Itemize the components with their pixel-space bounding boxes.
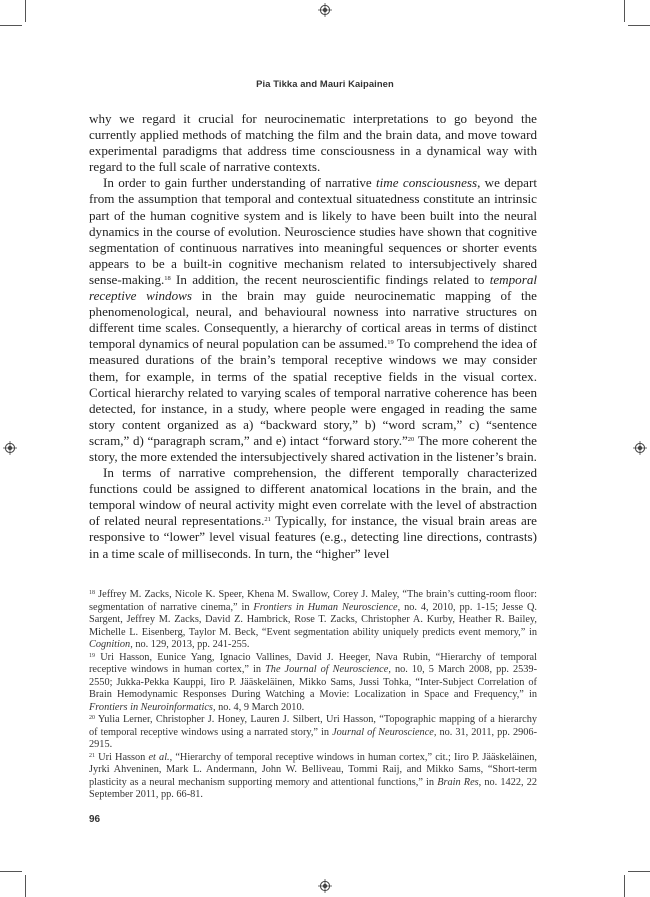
text-run: The more coherent the story, the more extended the intersubjectively shared activation in the listener’s brain.: [89, 432, 537, 464]
footnote-ref-18[interactable]: 18: [164, 274, 171, 282]
text-run: Jeffrey M. Zacks, Nicole K. Speer, Khena M. Swallow, Corey J. Maley, “The brain’s cutting-room floor: segmentation of narrative cinema,” in: [89, 589, 537, 613]
emphasis: temporal receptive windows: [89, 271, 537, 304]
emphasis: et al.: [148, 751, 170, 763]
footnote-19: [89, 652, 537, 715]
crop-mark-top-left-vertical: [25, 0, 26, 22]
text-run: In terms of narrative comprehension, the different temporally characterized functions could be assigned to different anatomical locations in the brain, and the temporal window of neural activity might even correlate with the level of abstraction of related neural representations.: [89, 465, 537, 529]
crop-mark-bottom-right-horizontal: [628, 871, 650, 872]
footnote-ref-20[interactable]: 20: [407, 435, 415, 443]
registration-mark-top-icon: [318, 3, 332, 17]
text-run: , no. 10, 5 March 2008, pp. 2539-2550; Jukka-Pekka Kauppi, Iiro P. Jääskeläinen, Mikko Sams, Jussi Tohka, “Inter-Subject Correlation of Brain Hemodynamic Responses During Watching a Movie: Localization in Space and Frequency,” in: [89, 664, 537, 700]
emphasis: Journal of Neuroscience,: [332, 726, 437, 738]
footnote-18: [89, 589, 537, 652]
footnote-number: 18: [89, 590, 95, 596]
emphasis: Frontiers in Human Neuroscience: [253, 601, 398, 613]
text-run: no. 31, 2011, pp. 2906-2915.: [89, 726, 538, 750]
paragraph-3: [89, 465, 537, 562]
footnote-number: 20: [89, 715, 95, 721]
text-run: To comprehend the idea of measured durations of the brain’s temporal receptive windows we may consider them, for example, in terms of the spatial receptive fields in the visual cortex. Cortical hierarchy related to varying scales of temporal narrative coherence has been detected, for instance, in a study, where people were engaged in reading the same story content organized as a) “backward story,” b) “word scram,” c) “sentence scram,” d) “paragraph scram,” and e) intact “forward story.”: [89, 336, 537, 448]
text-run: Uri Hasson, Eunice Yang, Ignacio Vallines, David J. Heeger, Nava Rubin, “Hierarchy of temporal receptive windows in human cortex,” in: [89, 651, 537, 675]
footnote-ref-19[interactable]: 19: [387, 339, 394, 347]
text-run: in the brain may guide neurocinematic mapping of the phenomenological, neural, and behavioural nowness into narrative structures on different time scales. Consequently, a hierarchy of cortical areas in terms of distinct temporal dynamics of neural population can be assumed.: [89, 288, 537, 352]
text-run: , we depart from the assumption that temporal and contextual situatedness constitute an intrinsic part of the human cognitive system and is likely to have been built into the neural dynamics in the course of evolution. Neuroscience studies have shown that cognitive segmentation of continuous narratives into meaningful sequences or shorter events appears to be a built-in cognitive mechanism related to intersubjectively shared sense-making.: [89, 175, 537, 287]
text-run: , no. 4, 2010, pp. 1-15; Jesse Q. Sargent, Jeffrey M. Zacks, David Z. Hambrick, Rose T. Zacks, Christopher A. Kurby, Heather R. Bailey, Michelle L. Eisenberg, Taylor M. Beck, “Event segmentation ability uniquely predicts event memory,” in: [89, 601, 537, 638]
footnote-number: 21: [89, 752, 95, 759]
emphasis: time consciousness: [376, 175, 478, 191]
text-run: Typically, for instance, the visual brain areas are responsive to “lower” level visual features (e.g., detecting line directions, contrasts) in a time scale of milliseconds. In turn, the “higher” level: [89, 513, 537, 561]
crop-mark-top-left-horizontal: [0, 25, 22, 26]
page-number: 96: [89, 814, 101, 825]
footnotes: [89, 589, 537, 802]
text-run: , no. 129, 2013, pp. 241-255.: [130, 639, 250, 650]
text-run: , “Hierarchy of temporal receptive windows in human cortex,” cit.; Iiro P. Jääskeläinen, Jyrki Ahveninen, Mark L. Andermann, John W. Belliveau, Tommi Raij, and Mikko Sams, “Short-term plasticity as a neural mechanism supporting memory and attentional functions,” in: [89, 751, 537, 788]
running-header: Pia Tikka and Mauri Kaipainen: [256, 78, 394, 89]
text-run: , no. 4, 9 March 2010.: [212, 701, 305, 713]
paragraph-1: why we regard it crucial for neurocinematic interpretations to go beyond the currently applied methods of matching the film and the brain data, and move toward experimental paradigms that address time consciousness in a dynamical way with regard to the full scale of narrative contexts.: [89, 111, 537, 175]
emphasis: Frontiers in Neuroinformatics: [89, 701, 213, 713]
footnote-21: [89, 752, 537, 802]
text-run: In order to gain further understanding of narrative: [103, 175, 377, 191]
text-run: In addition, the recent neuroscientific findings related to: [170, 271, 490, 287]
footnote-ref-21[interactable]: 21: [264, 516, 271, 524]
text-run: , no. 1422, 22 September 2011, pp. 66-81.: [89, 776, 537, 800]
footnote-20: [89, 714, 537, 752]
crop-mark-top-right-horizontal: [628, 25, 650, 26]
registration-mark-left-icon: [3, 441, 17, 455]
emphasis: Brain Res: [437, 776, 479, 788]
registration-mark-bottom-icon: [318, 879, 332, 893]
main-text: [89, 111, 537, 562]
crop-mark-bottom-left-vertical: [25, 875, 26, 897]
crop-mark-top-right-vertical: [624, 0, 625, 22]
text-run: Yulia Lerner, Christopher J. Honey, Lauren J. Silbert, Uri Hasson, “Topographic mapping of a hierarchy of temporal receptive windows using a narrated story,” in: [89, 714, 537, 738]
emphasis: Cognition: [89, 639, 131, 650]
emphasis: The Journal of Neuroscience: [265, 664, 389, 675]
text-run: Uri Hasson: [95, 751, 149, 763]
registration-mark-right-icon: [633, 441, 647, 455]
crop-mark-bottom-left-horizontal: [0, 871, 22, 872]
paragraph-2: [89, 175, 537, 465]
crop-mark-bottom-right-vertical: [624, 875, 625, 897]
footnote-number: 19: [89, 652, 95, 659]
